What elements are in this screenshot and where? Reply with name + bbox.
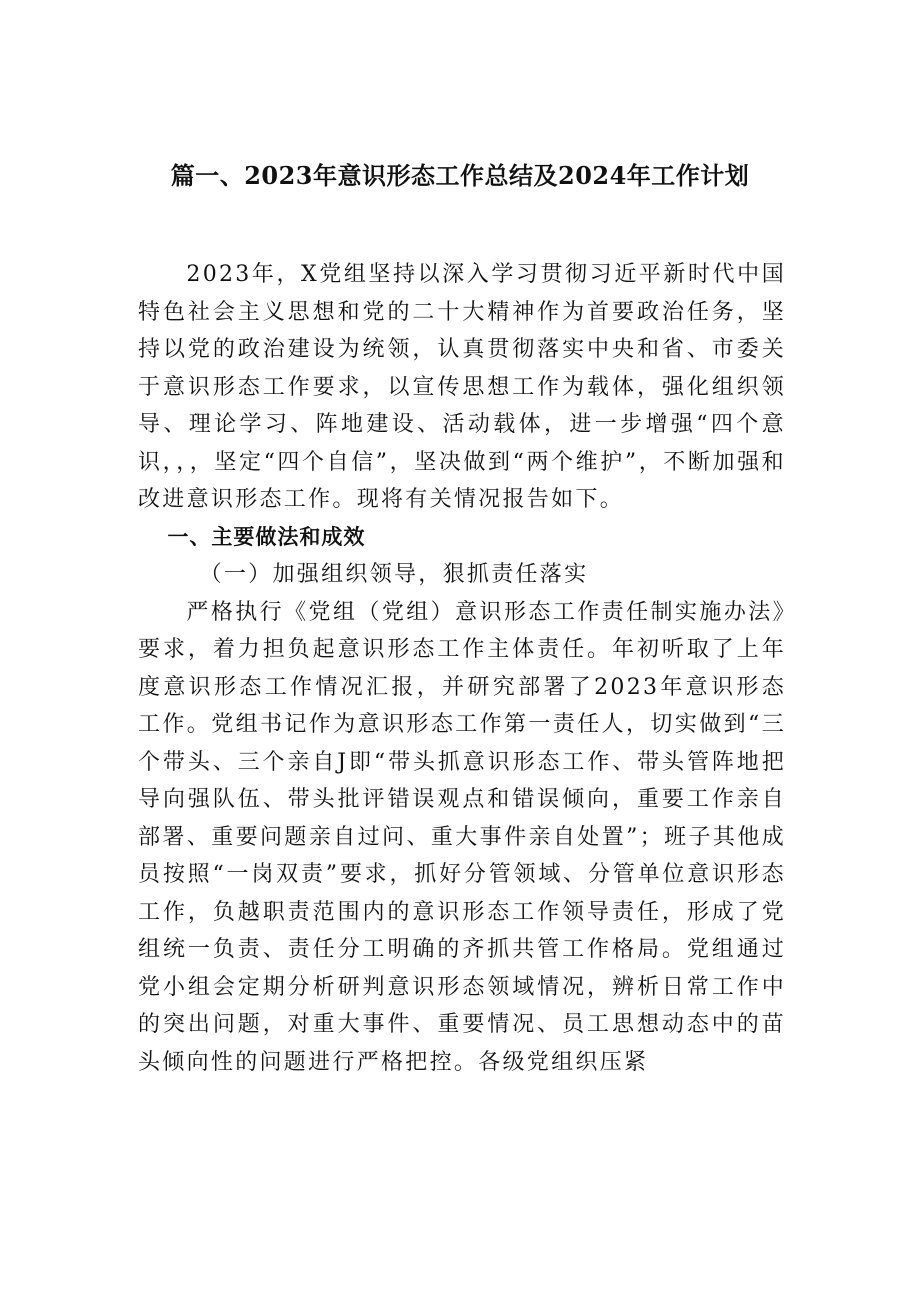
intro-paragraph: 2023年，X党组坚持以深入学习贯彻习近平新时代中国特色社会主义思想和党的二十大精神作为首要政治任务，坚持以党的政治建设为统领，认真贯彻落实中央和省、市委关于意识形态工作要求，以宣传思想工作为载体，强化组织领导、理论学习、阵地建设、活动载体，进一步增强“四个意识，，，坚定“四个自信”，坚决做到“两个维护”，不断加强和改进意识形态工作。现将有关情况报告如下。 xyxy=(138,262,786,512)
document-body xyxy=(138,256,786,1081)
subsection-paragraph-responsibility: 严格执行《党组（党组）意识形态工作责任制实施办法》要求，着力担负起意识形态工作主体责任。年初听取了上年度意识形态工作情况汇报，并研究部署了2023年意识形态工作。党组书记作为意识形态工作第一责任人，切实做到“三个带头、三个亲自J即“带头抓意识形态工作、带头管阵地把导向强队伍、带头批评错误观点和错误倾向，重要工作亲自部署、重要问题亲自过问、重大事件亲自处置”；班子其他成员按照“一岗双责”要求，抓好分管领域、分管单位意识形态工作，负越职责范围内的意识形态工作领导责任，形成了党组统一负责、责任分工明确的齐抓共管工作格局。党组通过党小组会定期分析研判意识形态领域情况，辨析日常工作中的突出问题，对重大事件、重要情况、员工思想动态中的苗头倾向性的问题进行严格把控。各级党组织压紧 xyxy=(138,599,786,1075)
subsection-heading-organization: （一）加强组织领导，狠抓责任落实 xyxy=(199,562,589,587)
document-title: 篇一、2023年意识形态工作总结及2024年工作计划 xyxy=(170,161,750,190)
section-heading-main-practices: 一、主要做法和成效 xyxy=(167,524,366,549)
